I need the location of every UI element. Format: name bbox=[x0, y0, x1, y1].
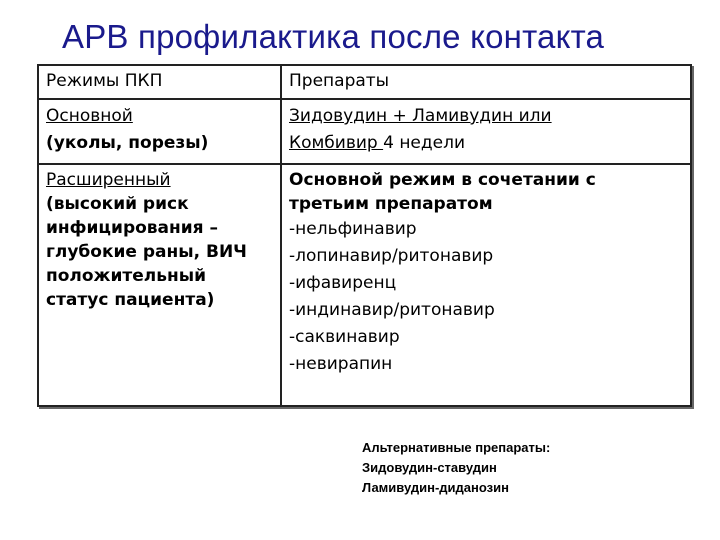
row-divider-header bbox=[39, 98, 690, 100]
duration-text: 4 недели bbox=[383, 133, 466, 153]
extended-regime-name: Расширенный bbox=[46, 170, 171, 190]
note-line: Ламивудин-диданозин bbox=[362, 480, 509, 495]
combivir-text: Комбивир bbox=[289, 133, 384, 153]
page-title: АРВ профилактика после контакта bbox=[62, 18, 605, 55]
drug-list-item: -нельфинавир bbox=[289, 219, 417, 239]
note-line: Зидовудин-ставудин bbox=[362, 460, 497, 475]
extended-drugs-heading: третьим препаратом bbox=[289, 194, 493, 214]
basic-drugs-line: Зидовудин + Ламивудин или bbox=[289, 106, 552, 126]
drug-list-item: -невирапин bbox=[289, 354, 393, 374]
note-line: Альтернативные препараты: bbox=[362, 440, 551, 455]
alternative-drugs-note bbox=[362, 438, 550, 498]
extended-detail-line: инфицирования – bbox=[46, 218, 219, 238]
extended-detail-line: статус пациента) bbox=[46, 290, 215, 310]
extended-regime-cell bbox=[46, 168, 247, 312]
extended-detail-line: (высокий риск bbox=[46, 194, 189, 214]
header-drugs: Препараты bbox=[289, 71, 390, 91]
basic-regime-name: Основной bbox=[46, 106, 133, 126]
row-divider-basic bbox=[39, 163, 690, 165]
basic-regime-detail: (уколы, порезы) bbox=[46, 133, 209, 153]
extended-drugs-heading: Основной режим в сочетании с bbox=[289, 170, 596, 190]
drug-list-item: -ифавиренц bbox=[289, 273, 397, 293]
extended-drugs-cell bbox=[289, 168, 596, 378]
extended-detail-line: глубокие раны, ВИЧ bbox=[46, 242, 247, 262]
basic-drugs-cell bbox=[289, 103, 552, 157]
header-regimens: Режимы ПКП bbox=[46, 71, 163, 91]
column-divider bbox=[280, 66, 282, 405]
drug-list-item: -индинавир/ритонавир bbox=[289, 300, 495, 320]
basic-regime-cell bbox=[46, 103, 208, 157]
drug-list-item: -лопинавир/ритонавир bbox=[289, 246, 494, 266]
extended-detail-line: положительный bbox=[46, 266, 206, 286]
pep-regimen-table bbox=[37, 64, 692, 407]
drug-list-item: -саквинавир bbox=[289, 327, 400, 347]
